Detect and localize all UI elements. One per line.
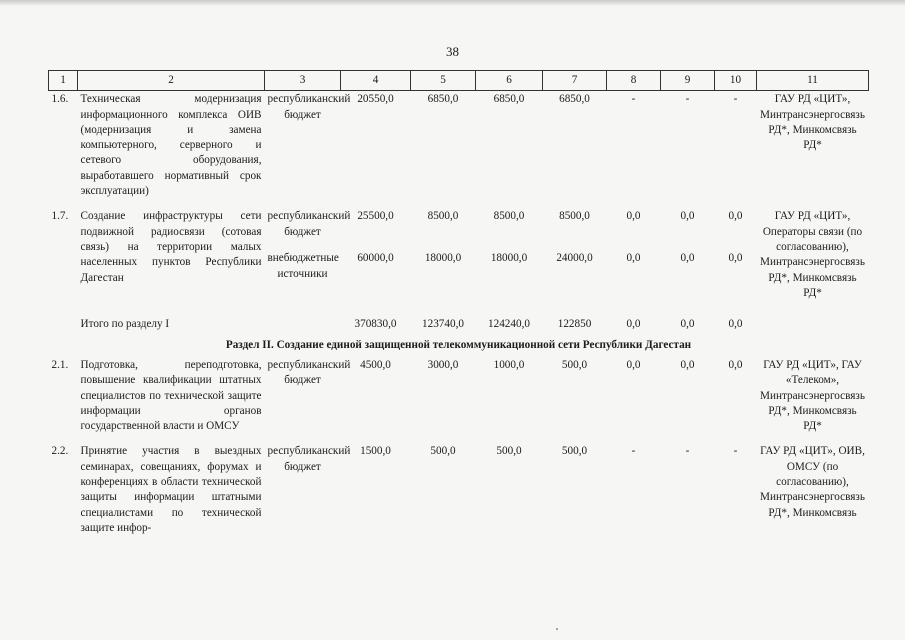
value-col5: 8500,0 bbox=[427, 210, 459, 223]
page-number: 38 bbox=[446, 44, 459, 59]
value-col10: 0,0 bbox=[728, 358, 743, 371]
header-cell: 4 bbox=[341, 71, 411, 91]
header-cell: 8 bbox=[607, 71, 661, 91]
column-number-header bbox=[49, 71, 869, 91]
funding-source: республиканский бюджет bbox=[267, 445, 351, 473]
total-value: 370830,0 bbox=[354, 318, 397, 331]
value-col6: 500,0 bbox=[496, 445, 522, 458]
value-col7: 500,0 bbox=[561, 445, 588, 458]
value-col5: 500,0 bbox=[430, 445, 456, 458]
scan-speck bbox=[556, 628, 558, 630]
table-row-2-2 bbox=[49, 435, 869, 537]
value-total: 1500,0 bbox=[360, 445, 391, 458]
executor: ГАУ РД «ЦИТ», Минтрансэнергосвязь РД*, Минкомсвязь РД* bbox=[760, 93, 865, 152]
header-cell: 10 bbox=[715, 71, 757, 91]
value-total: 25500,0 bbox=[357, 210, 394, 223]
total-col5: 123740,0 bbox=[422, 318, 464, 331]
value-total: 20550,0 bbox=[357, 93, 394, 106]
header-cell: 3 bbox=[265, 71, 341, 91]
value-col8: 0,0 bbox=[626, 252, 641, 265]
value-col9: 0,0 bbox=[680, 252, 695, 265]
value-col7: 500,0 bbox=[561, 358, 588, 371]
page-top-edge bbox=[0, 0, 905, 6]
section-2-title: Раздел II. Создание единой защищенной телекоммуникационной сети Республики Дагестан bbox=[225, 338, 692, 351]
funding-source: республиканский бюджет bbox=[267, 210, 351, 238]
measure-name: Принятие участия в выездных семинарах, совещаниях, форумах и конференциях в области технической защиты информации штатными специалистами по технической защите инфор- bbox=[80, 445, 262, 534]
value-col7: 8500,0 bbox=[559, 210, 590, 223]
value-col6: 18000,0 bbox=[490, 252, 528, 265]
executor: ГАУ РД «ЦИТ», ОИВ, ОМСУ (по согласованию), Минтрансэнергосвязь РД*, Минкомсвязь bbox=[760, 445, 865, 519]
value-col9: - bbox=[685, 445, 690, 458]
value-col10: - bbox=[733, 445, 738, 458]
value-col9: 0,0 bbox=[680, 358, 695, 371]
total-label: Итого по разделу I bbox=[80, 318, 170, 331]
value-col8: 0,0 bbox=[626, 358, 641, 371]
value-col10: 0,0 bbox=[728, 252, 743, 265]
value-col5: 18000,0 bbox=[424, 252, 462, 265]
row-number: 2.1. bbox=[51, 358, 69, 371]
total-col10: 0,0 bbox=[728, 318, 743, 331]
executor: ГАУ РД «ЦИТ», ГАУ «Телеком», Минтрансэнергосвязь РД*, Минкомсвязь РД* bbox=[760, 358, 865, 433]
total-col8: 0,0 bbox=[626, 318, 641, 331]
value-col6: 1000,0 bbox=[493, 358, 525, 371]
value-total: 60000,0 bbox=[357, 252, 394, 265]
total-col9: 0,0 bbox=[680, 318, 695, 331]
value-col9: - bbox=[685, 93, 690, 106]
table-row-total bbox=[49, 316, 869, 333]
value-col7: 6850,0 bbox=[559, 93, 590, 106]
funding-source: республиканский бюджет bbox=[267, 93, 351, 121]
header-cell: 11 bbox=[757, 71, 869, 91]
measure-name: Создание инфраструктуры сети подвижной радиосвязи (сотовая связь) на территории малых населенных пунктов Республики Дагестан bbox=[80, 210, 262, 284]
value-col8: 0,0 bbox=[626, 210, 641, 223]
header-cell: 5 bbox=[411, 71, 476, 91]
value-col10: - bbox=[733, 93, 738, 106]
header-cell: 1 bbox=[49, 71, 78, 91]
row-number: 1.7. bbox=[51, 210, 69, 223]
total-col6: 124240,0 bbox=[488, 318, 530, 331]
header-cell: 7 bbox=[543, 71, 607, 91]
header-cell: 6 bbox=[476, 71, 543, 91]
value-total: 4500,0 bbox=[360, 358, 391, 371]
value-col5: 3000,0 bbox=[427, 358, 459, 371]
row-number: 2.2. bbox=[51, 445, 69, 458]
value-col7: 24000,0 bbox=[556, 252, 593, 265]
table-row-2-1 bbox=[49, 355, 869, 435]
program-table bbox=[48, 70, 869, 537]
header-cell: 2 bbox=[78, 71, 265, 91]
value-col10: 0,0 bbox=[728, 210, 743, 223]
value-col9: 0,0 bbox=[680, 210, 695, 223]
measure-name: Подготовка, переподготовка, повышение квалификации штатных специалистов по технической защите информации органов государственной власти и ОМСУ bbox=[80, 358, 262, 433]
table-row-1-6 bbox=[49, 91, 869, 201]
table-row-1-7 bbox=[49, 200, 869, 250]
value-col6: 6850,0 bbox=[493, 93, 525, 106]
funding-source: республиканский бюджет bbox=[267, 358, 351, 387]
value-col5: 6850,0 bbox=[427, 93, 459, 106]
row-number: 1.6. bbox=[51, 93, 69, 106]
funding-source: внебюджетные источники bbox=[267, 252, 339, 280]
value-col6: 8500,0 bbox=[493, 210, 525, 223]
measure-name: Техническая модернизация информационного комплекса ОИВ (модернизация и замена компьютерного, серверного и сетевого оборудования, выработавшего нормативный срок эксплуатации) bbox=[80, 93, 262, 198]
executor: ГАУ РД «ЦИТ», Операторы связи (по согласованию), Минтрансэнергосвязь РД*, Минкомсвязь РД* bbox=[760, 210, 865, 299]
total-col7: 122850 bbox=[557, 318, 592, 331]
section-heading-row bbox=[49, 334, 869, 355]
header-cell: 9 bbox=[661, 71, 715, 91]
value-col8: - bbox=[631, 445, 636, 458]
value-col8: - bbox=[631, 93, 636, 106]
